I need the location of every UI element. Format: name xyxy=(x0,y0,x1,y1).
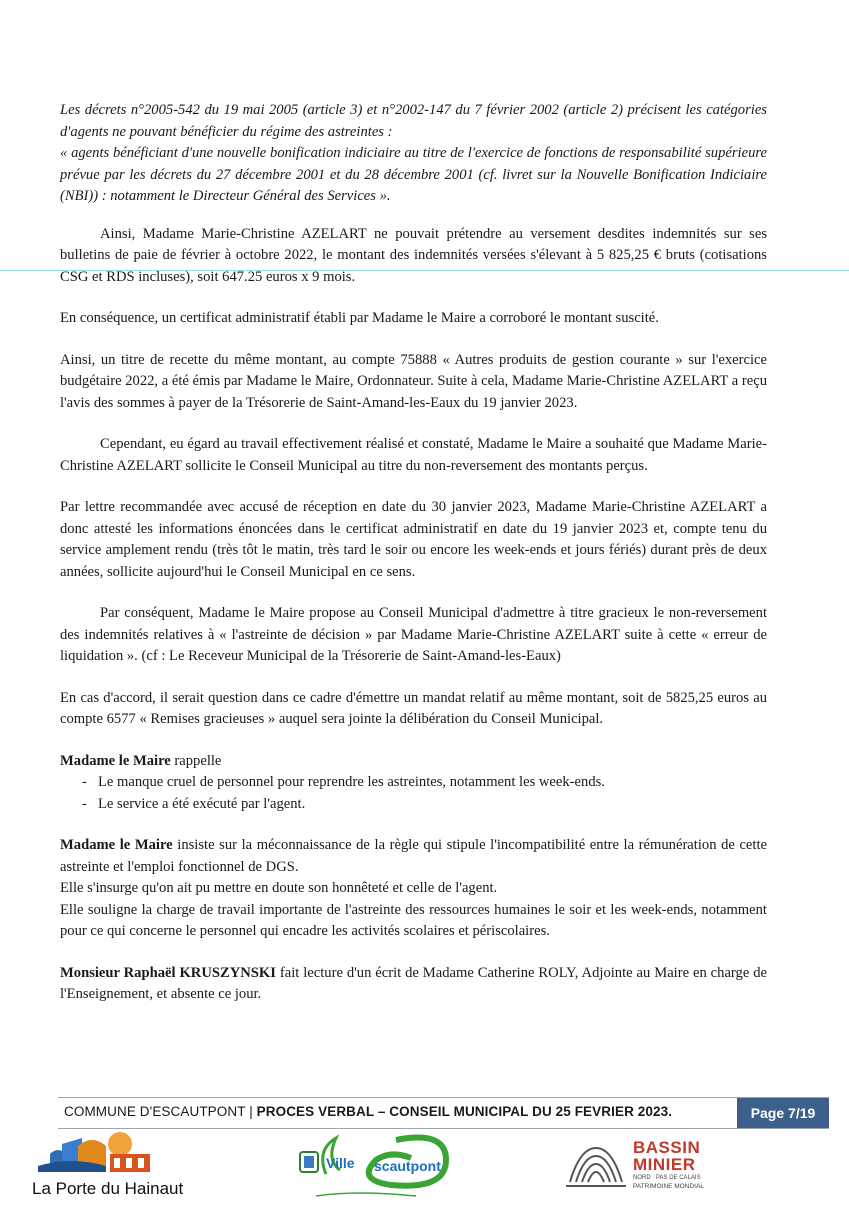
rappel-heading: Madame le Maire rappelle xyxy=(60,752,222,769)
bassin-minier-text-3: NORD · PAS DE CALAIS xyxy=(633,1175,701,1181)
bassin-minier-emblem-icon xyxy=(566,1138,626,1194)
paragraph-certificate: En conséquence, un certificat administratif établi par Madame le Maire a corroboré le montant suscité. xyxy=(60,310,659,326)
footer-title: COMMUNE D'ESCAUTPONT | PROCES VERBAL – CONSEIL MUNICIPAL DU 25 FEVRIER 2023. xyxy=(64,1104,673,1119)
hainaut-emblem-icon xyxy=(32,1126,162,1178)
rappel-list xyxy=(60,772,767,815)
speaker-name: Monsieur Raphaël KRUSZYNSKI xyxy=(60,964,276,981)
list-item: - Le service a été exécuté par l'agent. xyxy=(82,794,767,816)
paragraph-insiste: Madame le Maire insiste sur la méconnaissance de la règle qui stipule l'incompatibilité entre la rémunération de cette astreinte et l'emploi fonctionnel de DGS. xyxy=(60,837,767,875)
paragraph-mandat: En cas d'accord, il serait question dans ce cadre d'émettre un mandat relatif au même montant, soit de 5825,25 euros au compte 6577 « Remises gracieuses » auquel sera jointe la délibération du Conseil Municipal. xyxy=(60,689,767,727)
hainaut-logo-text: La Porte du Hainaut xyxy=(32,1179,184,1198)
paragraph-souligne: Elle souligne la charge de travail importante de l'astreinte des ressources humaines le soir et les week-ends, notamment pour ce qui concerne le personnel qui encadre les activités scolaires et périscolaires. xyxy=(60,901,767,939)
porte-du-hainaut-logo xyxy=(32,1126,212,1200)
bassin-minier-text-1: BASSIN xyxy=(633,1138,701,1157)
paragraph-cependant: Cependant, eu égard au travail effectivement réalisé et constaté, Madame le Maire a souhaité que Madame Marie-Christine AZELART sollicite le Conseil Municipal au titre du non-reversement des montants perçus. xyxy=(60,436,767,474)
bassin-minier-text-4: PATRIMOINE MONDIAL xyxy=(633,1183,704,1190)
paragraph-proposition: Par conséquent, Madame le Maire propose au Conseil Municipal d'admettre à titre gracieux le non-reversement des indemnités relatives à « l'astreinte de décision » par Madame Marie-Christine AZELART suite à cette « erreur de liquidation ». (cf : Le Receveur Municipal de la Trésorerie de Saint-Amand-les-Eaux) xyxy=(60,605,767,664)
bassin-minier-text-2: MINIER xyxy=(633,1155,696,1174)
decrees-quote: « agents bénéficiant d'une nouvelle bonification indiciaire au titre de l'exercice de fonctions de responsabilité supérieure prévue par les décrets du 27 décembre 2001 et du 28 décembre 2001 (cf. livret sur la Nouvelle Bonification Indiciaire (NBI)) : notamment le Directeur Général des Services ». xyxy=(60,145,767,204)
paragraph-indemnities: Ainsi, Madame Marie-Christine AZELART ne pouvait prétendre au versement desdites indemnités sur ses bulletins de paie de février à octobre 2022, le montant des indemnités versées s'élevant à 5 825,25 € bruts (cotisations CSG et RDS incluses), soit 647.25 euros x 9 mois. xyxy=(60,225,767,285)
speaker-name: Madame le Maire xyxy=(60,752,171,769)
list-item: - Le manque cruel de personnel pour reprendre les astreintes, notamment les week-ends. xyxy=(82,772,767,794)
decrees-paragraph: Les décrets n°2005-542 du 19 mai 2005 (article 3) et n°2002-147 du 7 février 2002 (article 2) précisent les catégories d'agents ne pouvant bénéficier du régime des astreintes : xyxy=(60,102,767,140)
paragraph-title-recette: Ainsi, un titre de recette du même montant, au compte 75888 « Autres produits de gestion courante » sur l'exercice budgétaire 2022, a été émis par Madame le Maire, Ordonnateur. Suite à cela, Madame Marie-Christine AZELART a reçu l'avis des sommes à payer de la Trésorerie de Saint-Amand-les-Eaux du 19 janvier 2023. xyxy=(60,351,767,411)
paragraph-lecture: Monsieur Raphaël KRUSZYNSKI fait lecture d'un écrit de Madame Catherine ROLY, Adjointe au Maire en charge de l'Enseignement, et absente ce jour. xyxy=(60,964,767,1002)
bassin-minier-logo xyxy=(566,1138,726,1194)
escautpont-logo-text-2: scautpont xyxy=(374,1158,441,1174)
escautpont-logo-text-1: Ville xyxy=(326,1155,355,1171)
paragraph-insurge: Elle s'insurge qu'on ait pu mettre en doute son honnêteté et celle de l'agent. xyxy=(60,880,498,896)
footer-bar xyxy=(58,1097,829,1129)
speaker-name: Madame le Maire xyxy=(60,837,173,853)
document-body xyxy=(60,100,767,1006)
page-number-badge: Page 7/19 xyxy=(737,1098,829,1128)
paragraph-lettre-recommandee: Par lettre recommandée avec accusé de réception en date du 30 janvier 2023, Madame Marie-Christine AZELART a donc attesté les informations énoncées dans le certificat administratif en date du 19 janvier 2023 et, compte tenu du service amplement rendu (très tôt le matin, très tard le soir ou encore les week-ends et jours fériés) durant près de deux années, sollicite aujourd'hui le Conseil Municipal en ce sens. xyxy=(60,499,767,580)
escautpont-logo xyxy=(296,1130,456,1200)
